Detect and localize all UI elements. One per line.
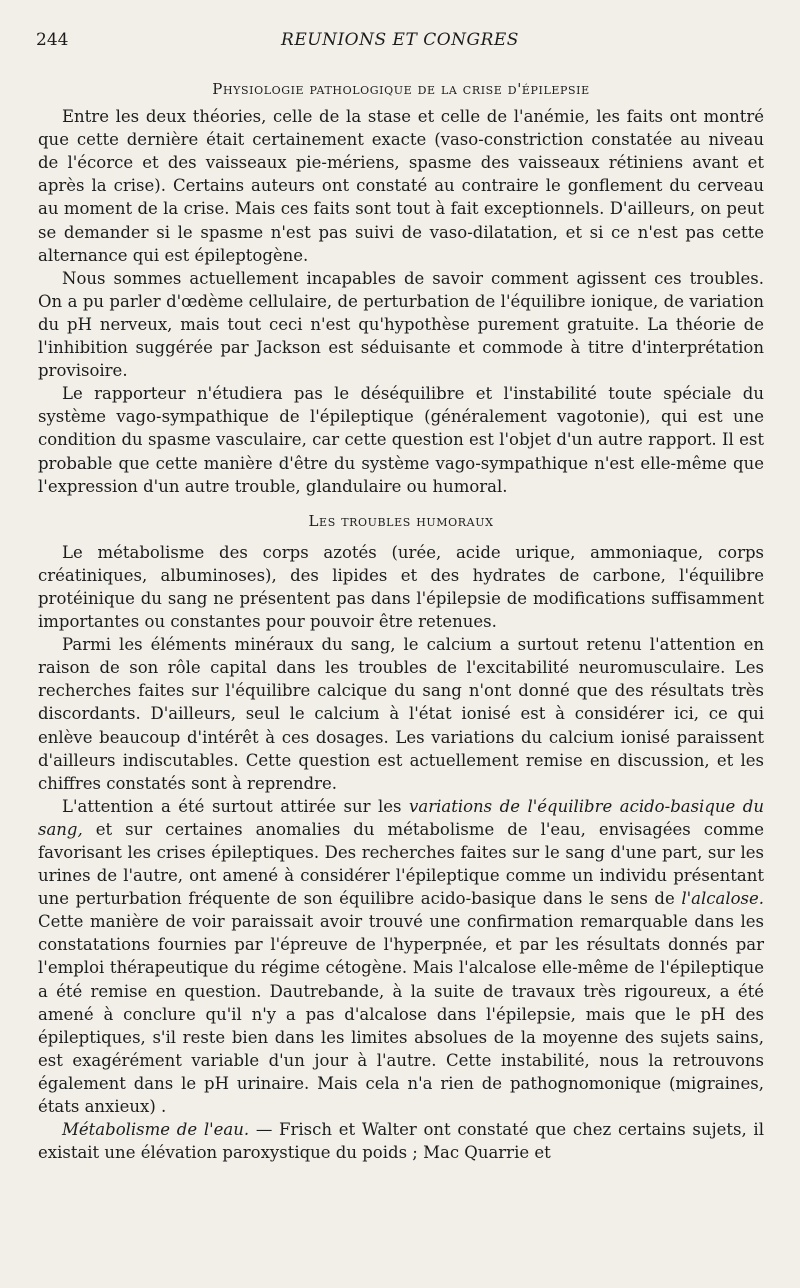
emphasis-acido-basique: variations de l'équilibre acido-basique du sang, — [38, 796, 764, 839]
paragraph-acido-basique — [38, 795, 764, 1118]
paragraph: Nous sommes actuellement incapables de savoir comment agissent ces troubles. On a pu parler d'œdème cellulaire, de perturbation de l'équilibre ionique, de variation du pH nerveux, mais tout ceci n'est qu'hypothèse purement gratuite. La théorie de l'inhibition suggérée par Jackson est séduisante et commode à titre d'interprétation provisoire. — [38, 268, 764, 381]
paragraph-metabolisme-eau — [38, 1118, 764, 1164]
text-run: et sur certaines anomalies du métabolisme de l'eau, envisagées comme favorisant les crises épileptiques. Des recherches faites sur le sang d'une part, sur les urines de l'autre, ont amené à considérer l'épileptique comme un individu présentant une perturbation fréquente de son équilibre acido-basique dans le sens de — [38, 819, 764, 909]
page-header — [36, 30, 764, 56]
paragraph: Parmi les éléments minéraux du sang, le calcium a surtout retenu l'attention en raison de son rôle capital dans les troubles de l'excitabilité neuromusculaire. Les recherches faites sur l'équilibre calcique du sang n'ont donné que des résultats très discordants. D'ailleurs, seul le calcium à l'état ionisé est à considérer ici, ce qui enlève beaucoup d'intérêt à ces dosages. Les variations du calcium ionisé paraissent d'ailleurs indiscutables. Cette question est actuellement remise en discussion, et les chiffres constatés sont à reprendre. — [38, 635, 764, 793]
text-run: Cette manière de voir paraissait avoir trouvé une confirmation remarquable dans les constatations fournies par l'épreuve de l'hyperpnée, et par les résultats donnés par l'emploi thérapeutique du régime cétogène. Mais l'alcalose elle-même de l'épileptique a été remise en question. Dautrebande, à la suite de travaux très rigoureux, a été amené à conclure qu'il n'y a pas d'alcalose dans l'épilepsie, mais que le pH des épileptiques, s'il reste bien dans les limites absolues de la moyenne des sujets sains, est exagérément variable d'un jour à l'autre. Cette instabilité, nous la retrouvons également dans le pH urinaire. Mais cela n'a rien de pathognomonique (migraines, états anxieux) . — [38, 912, 764, 1117]
emphasis-alcalose: l'alcalose. — [681, 889, 765, 909]
paragraph: Le rapporteur n'étudiera pas le déséquilibre et l'instabilité toute spéciale du système vago-sympathique de l'épileptique (généralement vagotonie), qui est une condition du spasme vasculaire, car cette question est l'objet d'un autre rapport. Il est probable que cette manière d'être du système vago-sympathique n'est elle-même que l'expression d'un autre trouble, glandulaire ou humoral. — [38, 384, 764, 496]
page-body — [38, 78, 764, 1164]
text-run: L'attention a été surtout attirée sur les — [62, 796, 402, 816]
emphasis-metabolisme-eau: Métabolisme de l'eau. — [62, 1120, 250, 1140]
paragraph: Entre les deux théories, celle de la stase et celle de l'anémie, les faits ont montré que cette dernière était certainement exacte (vaso-constriction constatée au niveau de l'écorce et des vaisseaux pie-mériens, spasme des vaisseaux rétiniens avant et après la crise). Certains auteurs ont constaté au contraire le gonflement du cerveau au moment de la crise. Mais ces faits sont tout à fait exceptionnels. D'ailleurs, on peut se demander si le spasme n'est pas suivi de vaso-dilatation, et si ce n'est pas cette alternance qui est épileptogène. — [38, 107, 764, 265]
paragraph: Le métabolisme des corps azotés (urée, acide urique, ammoniaque, corps créatiniques, albuminoses), des lipides et des hydrates de carbone, l'équilibre protéinique du sang ne présentent pas dans l'épilepsie de modifications suffisamment importantes ou constantes pour pouvoir être retenues. — [38, 542, 764, 632]
section-title-physiologie: Physiologie pathologique de la crise d'épilepsie — [212, 80, 590, 98]
text-run: — Frisch et Walter ont constaté que chez certains sujets, il existait une élévation paroxystique du poids ; Mac Quarrie et — [38, 1120, 764, 1163]
section-title-troubles-humoraux: Les troubles humoraux — [308, 511, 494, 530]
page-number: 244 — [36, 30, 69, 50]
running-title: REUNIONS ET CONGRES — [281, 30, 519, 50]
